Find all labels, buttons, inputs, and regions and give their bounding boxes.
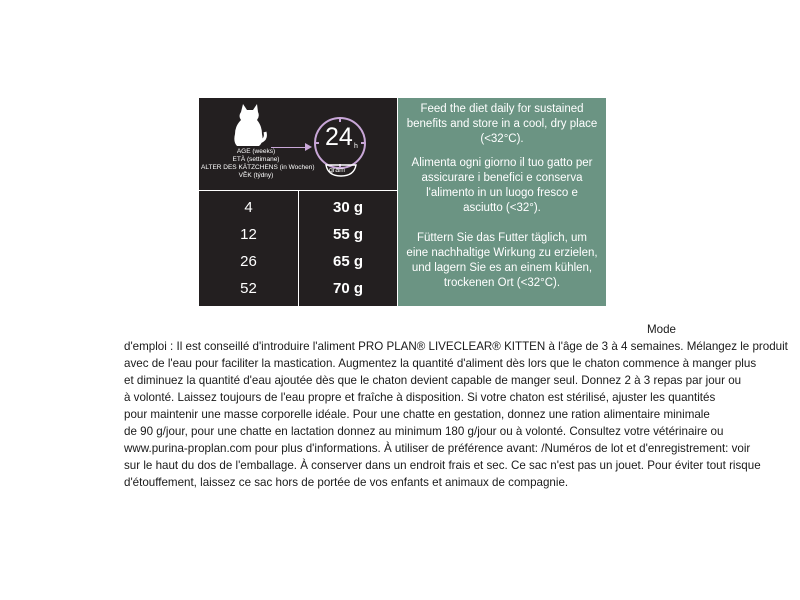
feeding-rows bbox=[199, 198, 397, 306]
instructions-line: Mode bbox=[646, 323, 676, 336]
amount-cell: 65 g bbox=[332, 253, 363, 270]
table-row bbox=[199, 252, 397, 279]
age-labels bbox=[201, 148, 315, 180]
storage-note-italian: Alimenta ogni giorno il tuo gatto per assicurare i benefici e conserva l'alimento in un luogo fresco e asciutto (<32°). bbox=[411, 157, 593, 214]
instructions-line: à volonté. Laissez toujours de l'eau propre et fraîche à disposition. Si votre chaton est stérilisé, ajuster les quantités bbox=[124, 391, 716, 404]
instructions-line: d'emploi : Il est conseillé d'introduire l'aliment PRO PLAN® LIVECLEAR® KITTEN à l'âge de 3 à 4 semaines. Mélangez le produit bbox=[124, 340, 788, 353]
age-cell: 52 bbox=[240, 280, 257, 297]
amount-cell: 70 g bbox=[332, 280, 363, 297]
instructions-line: de 90 g/jour, pour une chatte en lactation donnez au minimum 180 g/jour ou à volonté. Consultez votre vétérinaire ou bbox=[124, 425, 724, 438]
age-cell: 4 bbox=[244, 199, 253, 216]
age-cell: 26 bbox=[240, 253, 257, 270]
kitten-icon bbox=[229, 102, 269, 148]
clock-unit: h bbox=[354, 143, 358, 150]
amount-cell: 30 g bbox=[332, 199, 363, 216]
age-label-cz: VĚK (týdny) bbox=[238, 172, 274, 179]
french-instructions bbox=[124, 321, 788, 491]
amount-cell: 55 g bbox=[332, 226, 363, 243]
instructions-line: et diminuez la quantité d'eau ajoutée dès que le chaton devient capable de manger seul. Donnez 2 à 3 repas par jour ou bbox=[124, 374, 742, 387]
clock-number: 24 bbox=[325, 123, 353, 151]
instructions-line: d'étouffement, laissez ce sac hors de portée de vos enfants et animaux de compagnie. bbox=[124, 476, 569, 489]
storage-note-english: Feed the diet daily for sustained benefits and store in a cool, dry place (<32°C). bbox=[406, 103, 598, 145]
age-label-it: ETÀ (settimane) bbox=[232, 156, 280, 163]
feeding-table bbox=[199, 98, 397, 306]
storage-note-german: Füttern Sie das Futter täglich, um eine nachhaltige Wirkung zu erzielen, und lagern Sie es an einem kühlen, trockenen Ort (<32°C). bbox=[406, 232, 598, 289]
table-row bbox=[199, 279, 397, 306]
instructions-line: sur le haut du dos de l'emballage. À conserver dans un endroit frais et sec. Ce sac n'est pas un jouet. Pour éviter tout risque bbox=[124, 459, 761, 472]
table-row bbox=[199, 198, 397, 225]
feeding-table-header bbox=[199, 98, 397, 190]
instructions-line: pour maintenir une masse corporelle idéale. Pour une chatte en gestation, donnez une ration alimentaire minimale bbox=[124, 408, 710, 421]
age-label-en: AGE (weeks) bbox=[236, 148, 276, 155]
storage-notes bbox=[398, 98, 606, 306]
bowl-unit: gram bbox=[329, 167, 345, 174]
table-row bbox=[199, 225, 397, 252]
age-cell: 12 bbox=[240, 226, 257, 243]
age-label-de: ALTER DES KÄTZCHENS (in Wochen) bbox=[201, 164, 315, 171]
instructions-line: www.purina-proplan.com pour plus d'informations. À utiliser de préférence avant: /Numéros de lot et d'enregistrement: voir bbox=[124, 442, 751, 455]
instructions-line: avec de l'eau pour faciliter la mastication. Augmentez la quantité d'aliment dès lors que le chaton commence à manger plus bbox=[124, 357, 757, 370]
